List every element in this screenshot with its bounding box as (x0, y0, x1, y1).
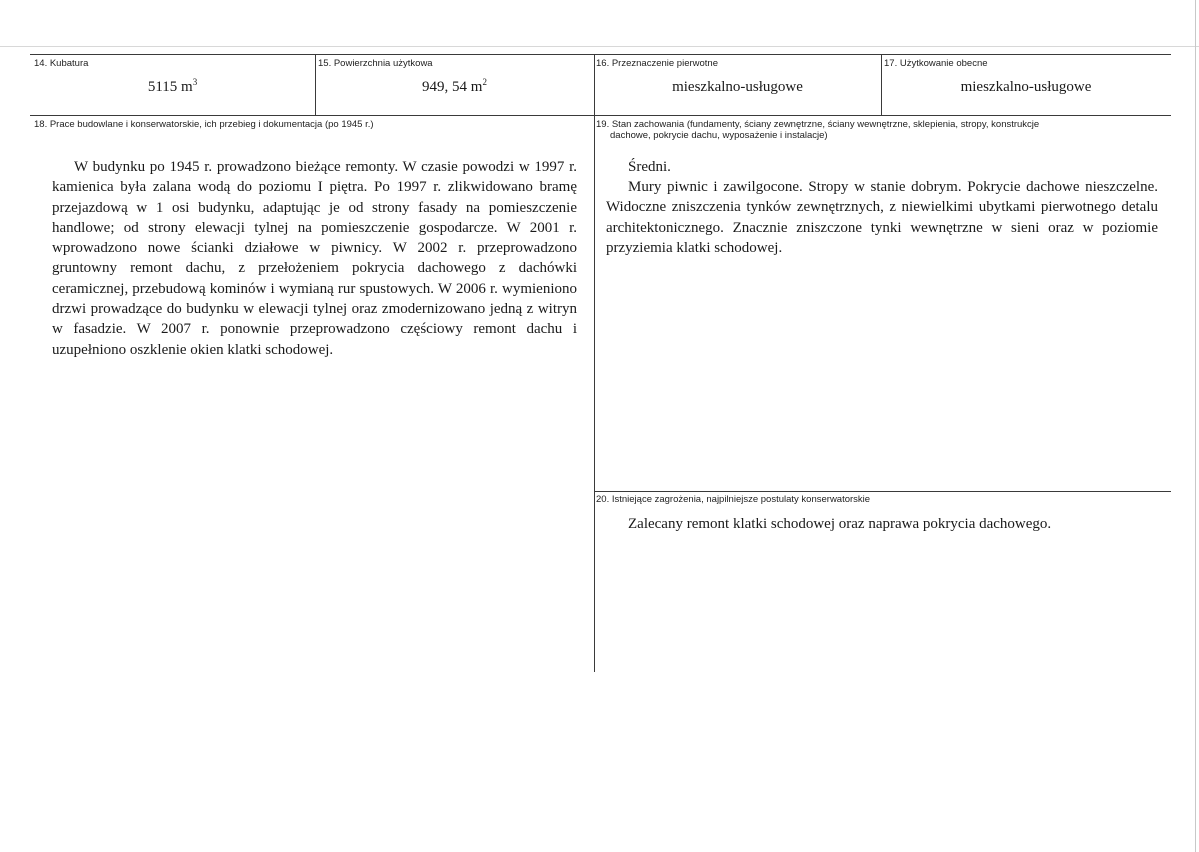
uzytkowanie-value: mieszkalno-usługowe (960, 79, 1092, 95)
page-right-edge (1195, 0, 1196, 852)
uzytkowanie-label: 17. Użytkowanie obecne (884, 58, 988, 69)
section20-top-border (594, 491, 1171, 492)
powierzchnia-unit-exponent: 2 (482, 77, 487, 87)
powierzchnia-value (315, 78, 594, 96)
kubatura-value (30, 78, 315, 96)
section19-label-line2: dachowe, pokrycie dachu, wyposażenie i instalacje) (610, 130, 828, 141)
section19-label-line1: 19. Stan zachowania (fundamenty, ściany zewnętrzne, ściany wewnętrzne, sklepienia, stropy, konstrukcje (596, 119, 1040, 130)
section18-label: 18. Prace budowlane i konserwatorskie, ich przebieg i dokumentacja (po 1945 r.) (34, 119, 374, 130)
table-top-border (30, 54, 1171, 55)
przeznaczenie-value: mieszkalno-usługowe (672, 79, 803, 95)
kubatura-label: 14. Kubatura (34, 58, 89, 69)
row1-bottom-border (30, 115, 1171, 116)
section19-rating: Średni. (628, 159, 671, 175)
kubatura-unit-exponent: 3 (192, 77, 198, 87)
divider-main (594, 54, 595, 672)
section18-text: W budynku po 1945 r. prowadzono bieżące remonty. W czasie powodzi w 1997 r. kamienica była zalana wodą do poziomu I piętra. Po 1997 r. zlikwidowano bramę przejazdową w 1 osi budynku, adaptując je od strony fasady na pomieszczenie handlowe; od strony elewacji tylnej na pomieszczenie gospodarcze. W 2001 r. wprowadzono nowe ścianki działowe w piwnicy. W 2002 r. przeprowadzono gruntowny remont dachu, z przełożeniem pokrycia dachowego z dachówki ceramicznej, przebudową kominów i wymianą rur spustowych. W 2006 r. wymieniono drzwi prowadzące do budynku w elewacji tylnej oraz zmodernizowano jedną z witryn w fasadzie. W 2007 r. ponownie przeprowadzono częściowy remont dachu i uzupełniono oszklenie okien klatki schodowej. (52, 159, 577, 358)
section20-text: Zalecany remont klatki schodowej oraz naprawa pokrycia dachowego. (628, 516, 1052, 532)
section19-text: Mury piwnic i zawilgocone. Stropy w stanie dobrym. Pokrycie dachowe nieszczelne. Widoczne zniszczenia tynków zewnętrznych, z niewielkimi ubytkami pierwotnego detalu architektonicznego. Znacznie zniszczone tynki wewnętrzne w sieni oraz w poziomie przyziemia klatki schodowej. (606, 179, 1158, 256)
kubatura-number: 5115 m (147, 79, 193, 95)
powierzchnia-label: 15. Powierzchnia użytkowa (318, 58, 433, 69)
page-top-edge (0, 0, 1199, 47)
przeznaczenie-label: 16. Przeznaczenie pierwotne (596, 58, 718, 69)
section20-label: 20. Istniejące zagrożenia, najpilniejsze postulaty konserwatorskie (596, 494, 871, 505)
powierzchnia-number: 949, 54 m (422, 79, 483, 95)
